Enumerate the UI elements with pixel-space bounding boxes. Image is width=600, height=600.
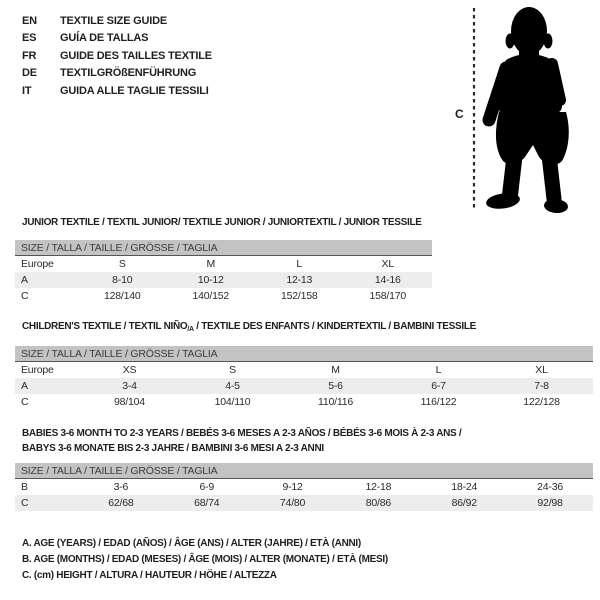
language-row	[22, 82, 212, 100]
size-header-bar: SIZE / TALLA / TAILLE / GRÖSSE / TAGLIA	[15, 346, 593, 362]
footnote-b: B. AGE (MONTHS) / EDAD (MESES) / ÂGE (MOIS) / ALTER (MONATE) / ETÀ (MESI)	[22, 554, 388, 565]
table-cell: XS	[122, 364, 137, 376]
junior-size-table	[15, 240, 432, 304]
children-title-post: / TEXTILE DES ENFANTS / KINDERTEXTIL / BAMBINI TESSILE	[193, 321, 477, 332]
table-cell: 140/152	[192, 290, 230, 302]
footnote-a: A. AGE (YEARS) / EDAD (AÑOS) / ÂGE (ANS) / ALTER (JAHRE) / ETÀ (ANNI)	[22, 538, 361, 549]
table-cell: S	[229, 364, 236, 376]
table-cell: 14-16	[374, 274, 401, 286]
table-row	[15, 495, 593, 511]
table-cell: L	[296, 258, 303, 270]
language-label: GUIDE DES TAILLES TEXTILE	[60, 49, 212, 62]
language-label: TEXTILGRÖßENFÜHRUNG	[60, 67, 197, 80]
table-cell: XL	[535, 364, 548, 376]
table-row	[15, 256, 432, 272]
table-row	[15, 272, 432, 288]
babies-title-line2: BABYS 3-6 MONATE BIS 2-3 JAHRE / BAMBINI 3-6 MESI A 2-3 ANNI	[22, 443, 324, 454]
table-cell: 10-12	[197, 274, 224, 286]
language-label: GUÍA DE TALLAS	[60, 32, 149, 45]
size-header-bar: SIZE / TALLA / TAILLE / GRÖSSE / TAGLIA	[15, 463, 593, 479]
children-size-table	[15, 346, 593, 410]
row-label-cell: Europe	[21, 364, 54, 376]
children-title-sub: /A	[187, 326, 194, 333]
table-cell: 104/110	[214, 396, 251, 408]
table-row	[15, 479, 593, 495]
table-cell: 98/104	[114, 396, 145, 408]
children-title-pre: CHILDREN'S TEXTILE / TEXTIL NIÑO	[22, 321, 188, 332]
table-cell: M	[331, 364, 340, 376]
table-cell: 116/122	[420, 396, 457, 408]
table-cell: M	[206, 258, 216, 270]
language-label: TEXTILE SIZE GUIDE	[60, 14, 168, 27]
language-row	[22, 65, 212, 83]
language-code: ES	[22, 32, 37, 45]
table-row	[15, 288, 432, 304]
table-cell: 6-9	[199, 481, 215, 493]
table-cell: 92/98	[537, 497, 563, 509]
table-cell: 86/92	[451, 497, 477, 509]
table-cell: 158/170	[369, 290, 407, 302]
language-row	[22, 47, 212, 65]
footnote-c: C. (cm) HEIGHT / ALTURA / HAUTEUR / HÖHE / ALTEZZA	[22, 570, 277, 581]
row-label-cell: B	[21, 481, 28, 493]
row-label-cell: C	[21, 290, 29, 302]
table-cell: 152/158	[280, 290, 318, 302]
size-table	[15, 362, 593, 410]
row-label-cell: Europe	[21, 258, 54, 270]
table-cell: 62/68	[108, 497, 134, 509]
size-table	[15, 479, 593, 511]
babies-table-title	[22, 426, 461, 456]
table-cell: 3-6	[113, 481, 129, 493]
table-cell: 3-4	[122, 380, 137, 392]
table-cell: 5-6	[328, 380, 343, 392]
toddler-figure	[485, 7, 569, 214]
table-cell: 74/80	[279, 497, 306, 509]
table-cell: XL	[381, 258, 394, 270]
table-cell: L	[435, 364, 442, 376]
children-table-title	[22, 321, 476, 333]
toddler-silhouette-figure	[440, 0, 600, 240]
row-label-cell: A	[21, 380, 28, 392]
table-cell: 12-18	[365, 481, 392, 493]
row-label-cell: C	[21, 497, 29, 509]
table-cell: 68/74	[194, 497, 220, 509]
language-row	[22, 30, 212, 48]
height-measure-label: C	[455, 107, 464, 121]
babies-title-line1: BABIES 3-6 MONTH TO 2-3 YEARS / BEBÉS 3-6 MESES A 2-3 AÑOS / BÉBÉS 3-6 MOIS À 2-3 ANS /	[22, 428, 462, 439]
row-label-cell: A	[21, 274, 28, 286]
language-code: EN	[22, 14, 37, 27]
table-row	[15, 362, 593, 378]
table-cell: 12-13	[286, 274, 313, 286]
language-row	[22, 12, 212, 30]
table-cell: 80/86	[365, 497, 392, 509]
table-row	[15, 378, 593, 394]
table-cell: 18-24	[451, 481, 478, 493]
language-label: GUIDA ALLE TAGLIE TESSILI	[60, 84, 209, 97]
table-cell: 7-8	[534, 380, 549, 392]
language-code: FR	[22, 49, 37, 62]
language-code: DE	[22, 67, 37, 80]
language-list	[22, 12, 212, 100]
table-cell: 24-36	[537, 481, 563, 493]
table-row	[15, 394, 593, 410]
table-cell: 128/140	[103, 290, 141, 302]
babies-size-table	[15, 463, 593, 511]
table-cell: 4-5	[225, 380, 240, 392]
size-header-bar: SIZE / TALLA / TAILLE / GRÖSSE / TAGLIA	[15, 240, 432, 256]
table-cell: 6-7	[431, 380, 446, 392]
footnotes	[22, 536, 388, 584]
row-label-cell: C	[21, 396, 29, 408]
size-table	[15, 256, 432, 304]
table-cell: 9-12	[282, 481, 303, 493]
table-cell: 110/116	[318, 396, 353, 408]
table-cell: S	[118, 258, 126, 270]
language-code: IT	[22, 84, 32, 97]
table-cell: 8-10	[112, 274, 133, 286]
table-cell: 122/128	[523, 396, 560, 408]
junior-table-title: JUNIOR TEXTILE / TEXTIL JUNIOR/ TEXTILE JUNIOR / JUNIORTEXTIL / JUNIOR TESSILE	[22, 217, 422, 228]
